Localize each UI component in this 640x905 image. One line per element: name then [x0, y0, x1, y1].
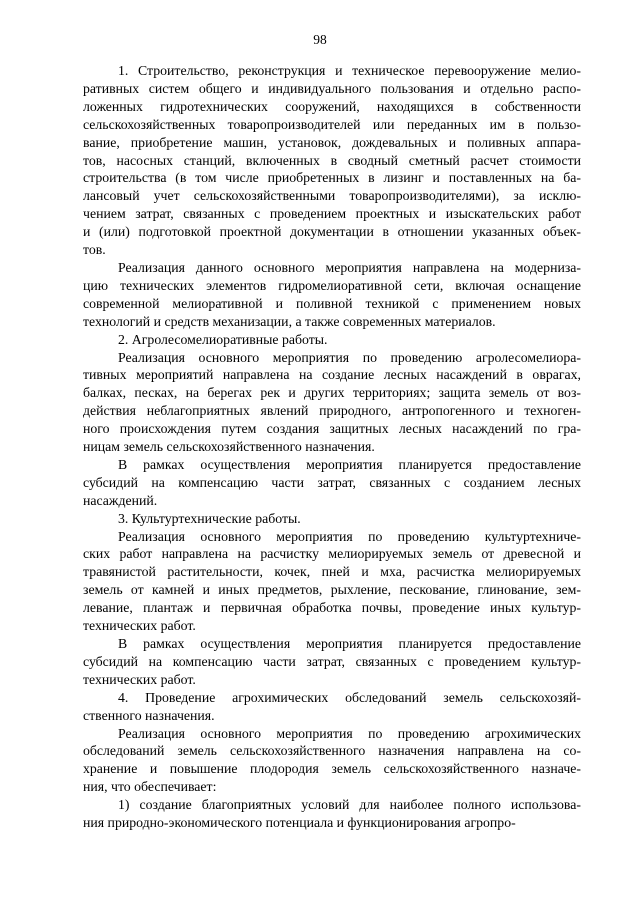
text-line: левание, плантаж и первичная обработка почвы, проведение иных культур-: [83, 600, 581, 616]
text-line: ницам земель сельскохозяйственного назначения.: [83, 439, 375, 455]
text-line: обследований земель сельскохозяйственного назначения направлена на со-: [83, 743, 581, 759]
text-line: хранение и повышение плодородия земель сельскохозяйственного назначе-: [83, 761, 581, 777]
text-line: В рамках осуществления мероприятия планируется предоставление: [118, 636, 581, 651]
text-line: технических работ.: [83, 671, 196, 687]
text-line: 1. Строительство, реконструкция и техническое перевооружение мелио-: [118, 63, 581, 78]
paragraph: [83, 331, 581, 349]
page-number: 98: [313, 32, 327, 47]
text-line: Реализация данного основного мероприятия направлена на модерниза-: [118, 259, 581, 275]
text-line: Реализация основного мероприятия по проведению агролесомелиора-: [118, 349, 581, 365]
text-line: 4. Проведение агрохимических обследований земель сельскохозяй-: [118, 689, 581, 705]
text-line: вание, приобретение машин, установок, дождевальных и поливных аппара-: [83, 134, 581, 150]
paragraph: [83, 725, 581, 797]
text-line: балках, песках, на берегах рек и других территориях; защита земель от воз-: [83, 385, 581, 401]
text-line: сельскохозяйственных товаропроизводителей или переданных им в пользо-: [83, 116, 581, 132]
text-line: тивных мероприятий направлена на создание лесных насаждений в оврагах,: [83, 367, 581, 383]
text-line: В рамках осуществления мероприятия планируется предоставление: [118, 456, 581, 472]
text-line: 3. Культуртехнические работы.: [118, 510, 301, 526]
text-line: тов.: [83, 242, 106, 258]
paragraph: [83, 456, 581, 510]
paragraph: [83, 259, 581, 331]
text-line: строительства (в том числе приобретенных в лизинг и поставленных на ба-: [83, 170, 581, 186]
text-line: тов, насосных станций, включенных в сводный сметный расчет стоимости: [83, 152, 581, 168]
paragraph: [83, 510, 581, 528]
paragraph: [83, 349, 581, 456]
text-line: современной мелиоративной и поливной техникой с применением новых: [83, 295, 581, 311]
text-line: 2. Агролесомелиоративные работы.: [118, 331, 328, 347]
text-line: ного происхождения путем создания защитных лесных насаждений по гра-: [83, 421, 581, 437]
text-line: действия неблагоприятных явлений природного, антропогенного и техноген-: [83, 403, 581, 419]
text-line: ния природно-экономического потенциала и функционирования агропро-: [83, 815, 516, 831]
text-line: Реализация основного мероприятия по проведению культуртехниче-: [118, 528, 581, 544]
text-line: насаждений.: [83, 492, 158, 508]
text-line: технологий и средств механизации, а также современных материалов.: [83, 313, 496, 329]
text-line: ственного назначения.: [83, 707, 215, 723]
text-line: 1) создание благоприятных условий для наиболее полного использова-: [118, 797, 581, 813]
paragraph: [83, 62, 581, 259]
paragraph: [83, 689, 581, 725]
document-body: [83, 62, 581, 832]
text-line: субсидий на компенсацию части затрат, связанных с созданием лесных: [83, 474, 581, 490]
text-line: чением затрат, связанных с проведением проектных и изыскательских работ: [83, 206, 581, 222]
text-line: субсидий на компенсацию части затрат, связанных с проведением культур-: [83, 653, 581, 669]
paragraph: [83, 635, 581, 689]
text-line: и (или) подготовкой проектной документации в отношении указанных объек-: [83, 224, 581, 240]
text-line: Реализация основного мероприятия по проведению агрохимических: [118, 725, 581, 741]
paragraph: [83, 796, 581, 832]
text-line: технических работ.: [83, 618, 196, 634]
text-line: цию технических элементов гидромелиоративной сети, включая оснащение: [83, 277, 581, 293]
text-line: ложенных гидротехнических сооружений, находящихся в собственности: [83, 98, 581, 114]
text-line: ративных систем общего и индивидуального пользования и отдельно распо-: [83, 80, 581, 96]
text-line: ния, что обеспечивает:: [83, 779, 217, 795]
text-line: земель от камней и иных предметов, рыхление, пескование, глинование, зем-: [83, 582, 581, 598]
text-line: ских работ направлена на расчистку мелиорируемых земель от древесной и: [83, 546, 581, 562]
text-line: травянистой растительности, кочек, пней и мха, расчистка мелиорируемых: [83, 564, 581, 580]
text-line: лансовый учет сельскохозяйственными товаропроизводителями), за исклю-: [83, 188, 581, 204]
paragraph: [83, 528, 581, 635]
